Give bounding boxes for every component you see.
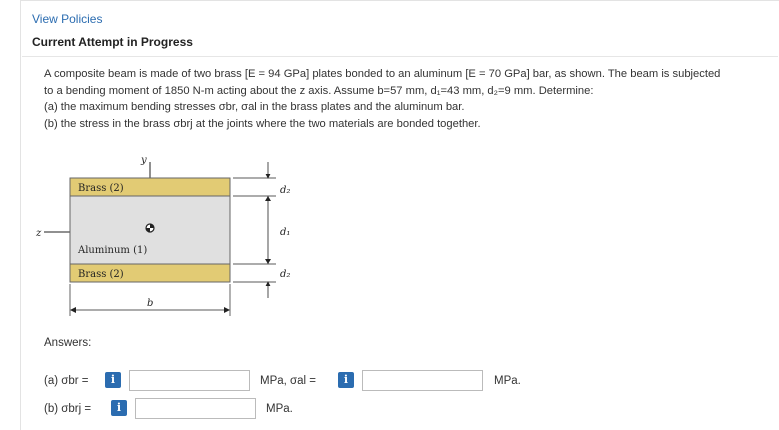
d1-label: d₁: [280, 227, 291, 238]
problem-line-4: (b) the stress in the brass σbrj at the joints where the two materials are bonded together.: [44, 117, 481, 130]
problem-line-3: (a) the maximum bending stresses σbr, σal in the brass plates and the aluminum bar.: [44, 101, 465, 113]
sigma-br-input[interactable]: [129, 370, 250, 391]
sigma-brj-input[interactable]: [135, 398, 256, 419]
info-icon[interactable]: i: [105, 372, 121, 388]
aluminum-label: Aluminum (1): [78, 245, 148, 256]
info-icon[interactable]: i: [111, 400, 127, 416]
d2-top-label: d₂: [280, 185, 291, 196]
attempt-title: Current Attempt in Progress: [32, 35, 193, 49]
sigma-al-unit: MPa.: [494, 375, 521, 387]
problem-statement: [44, 66, 764, 132]
z-axis-label: z: [36, 228, 42, 239]
centroid-icon: [146, 224, 154, 232]
sigma-brj-unit: MPa.: [266, 403, 293, 415]
brass-top-label: Brass (2): [78, 183, 124, 194]
answer-b-label: (b) σbrj =: [44, 403, 92, 415]
info-icon[interactable]: i: [338, 372, 354, 388]
d2-bottom-label: d₂: [280, 269, 291, 280]
b-label: b: [147, 298, 154, 309]
divider: [22, 56, 778, 57]
sigma-br-unit: MPa, σal =: [260, 375, 316, 387]
answers-label: Answers:: [44, 337, 92, 349]
beam-cross-section-figure: [36, 150, 340, 325]
view-policies-link[interactable]: View Policies: [32, 12, 103, 26]
y-axis-label: y: [141, 155, 147, 166]
answer-a-label: (a) σbr =: [44, 375, 89, 387]
sigma-al-input[interactable]: [362, 370, 483, 391]
brass-bottom-label: Brass (2): [78, 269, 124, 280]
problem-line-1: A composite beam is made of two brass [E = 94 GPa] plates bonded to an aluminum [E = 70 GPa] bar, as shown. The beam is subjected: [44, 68, 721, 80]
problem-line-2: to a bending moment of 1850 N-m acting about the z axis. Assume b=57 mm, d₁=43 mm, d₂=9 mm. Determine:: [44, 84, 594, 97]
